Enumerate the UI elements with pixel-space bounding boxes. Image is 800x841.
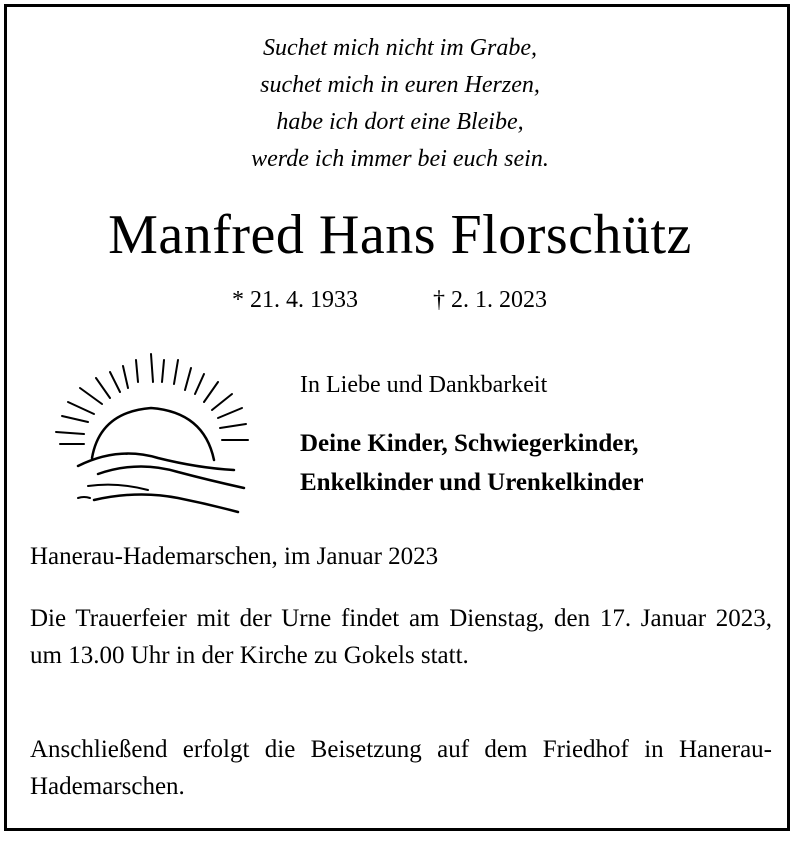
- place-date: Hanerau-Hademarschen, im Januar 2023: [30, 543, 439, 570]
- family-line: Enkelkinder und Urenkelkinder: [300, 469, 644, 496]
- thanks-line: In Liebe und Dankbarkeit: [300, 372, 548, 398]
- sunset-hills-icon: [48, 350, 258, 520]
- verse-line: Suchet mich nicht im Grabe,: [263, 35, 537, 61]
- mourners-family: [300, 424, 644, 502]
- deceased-name: Manfred Hans Florschütz: [108, 204, 692, 266]
- family-line: Deine Kinder, Schwiegerkinder,: [300, 430, 639, 457]
- verse-line: suchet mich in euren Herzen,: [260, 72, 540, 98]
- birth-date: * 21. 4. 1933: [232, 287, 358, 313]
- memorial-verse: [0, 30, 800, 178]
- burial-paragraph: Anschließend erfolgt die Beisetzung auf dem Friedhof in Hanerau-Hademarschen.: [30, 736, 772, 800]
- verse-line: habe ich dort eine Bleibe,: [276, 109, 524, 135]
- death-date: † 2. 1. 2023: [433, 287, 547, 313]
- funeral-service-paragraph: Die Trauerfeier mit der Urne findet am Dienstag, den 17. Januar 2023, um 13.00 Uhr in der Kirche zu Gokels statt.: [30, 605, 772, 669]
- verse-line: werde ich immer bei euch sein.: [251, 146, 549, 172]
